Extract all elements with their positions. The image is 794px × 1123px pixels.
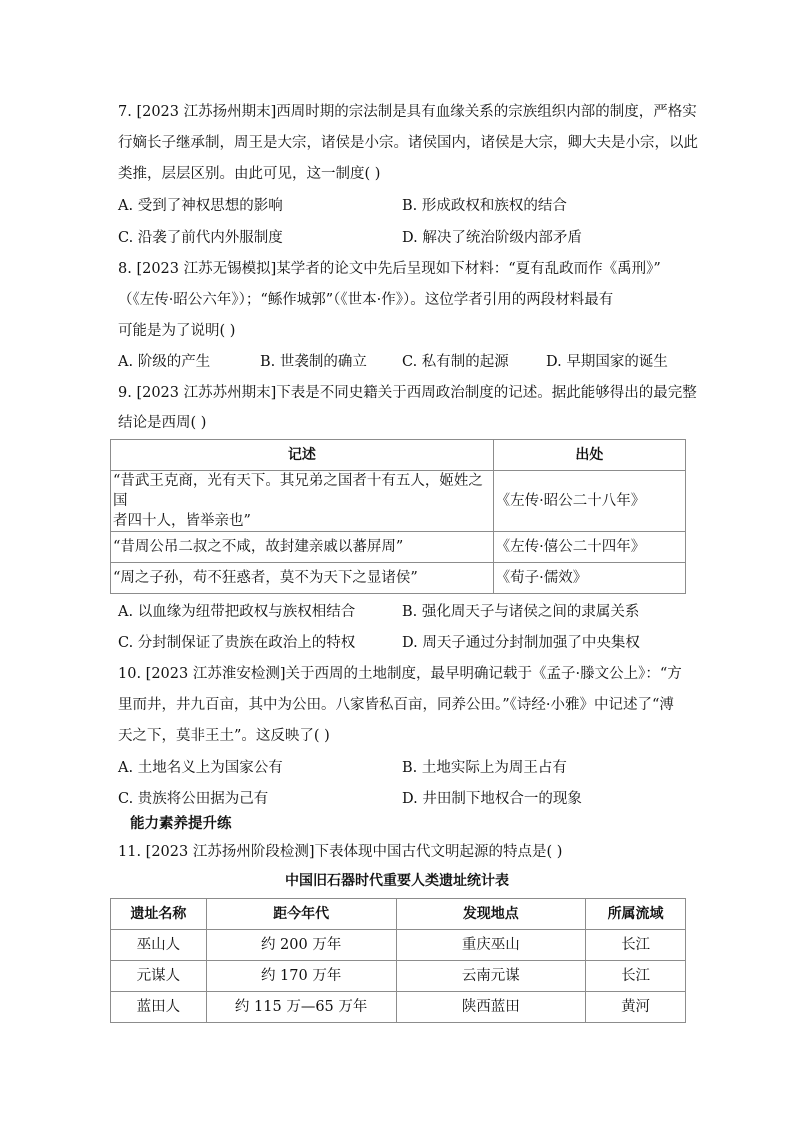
q8-option-a: A. 阶级的产生	[118, 354, 211, 370]
q9-row1-text-line1: “昔武王克商，光有天下。其兄弟之国者十有五人，姬姓之国	[113, 473, 483, 509]
q9-table-header-row	[111, 440, 686, 471]
q9-row1-text-line2: 者四十人，皆举亲也”	[113, 513, 251, 529]
q10-option-d: D. 井田制下地权合一的现象	[402, 791, 582, 807]
q11-header-basin: 所属流域	[586, 899, 686, 930]
table-row	[111, 930, 686, 961]
q11-table-title: 中国旧石器时代重要人类遗址统计表	[285, 873, 509, 889]
q11-table	[110, 898, 686, 1023]
q11-r2-basin: 长江	[586, 961, 686, 992]
q9-header-source: 出处	[493, 440, 685, 471]
q10-option-c: C. 贵族将公田据为己有	[118, 791, 269, 807]
q11-header-location: 发现地点	[396, 899, 586, 930]
q11-table-header-row	[111, 899, 686, 930]
q11-r2-location: 云南元谋	[396, 961, 586, 992]
q11-r1-site: 巫山人	[111, 930, 207, 961]
q11-header-age: 距今年代	[206, 899, 396, 930]
q7-option-d: D. 解决了统治阶级内部矛盾	[402, 230, 582, 246]
q11-line: 11. [2023 江苏扬州阶段检测]下表体现中国古代文明起源的特点是( )	[118, 844, 563, 860]
q11-r2-site: 元谋人	[111, 961, 207, 992]
q7-line-1: 7. [2023 江苏扬州期末]西周时期的宗法制是具有血缘关系的宗族组织内部的制度，严格实	[118, 104, 697, 120]
q7-option-b: B. 形成政权和族权的结合	[402, 198, 567, 214]
q8-line-1: 8. [2023 江苏无锡模拟]某学者的论文中先后呈现如下材料：“夏有乱政而作《禹刑》”	[118, 261, 661, 277]
q11-r1-basin: 长江	[586, 930, 686, 961]
q9-option-b: B. 强化周天子与诸侯之间的隶属关系	[402, 604, 640, 620]
q11-r3-site: 蓝田人	[111, 992, 207, 1023]
q11-header-site: 遗址名称	[111, 899, 207, 930]
q7-line-2: 行嫡长子继承制，周王是大宗，诸侯是小宗。诸侯国内，诸侯是大宗，卿大夫是小宗，以此	[118, 135, 698, 151]
q9-row2-source: 《左传·僖公二十四年》	[493, 532, 685, 563]
section-title: 能力素养提升练	[130, 815, 232, 832]
q8-option-b: B. 世袭制的确立	[260, 354, 367, 370]
table-row	[111, 471, 686, 532]
q9-option-c: C. 分封制保证了贵族在政治上的特权	[118, 635, 356, 651]
q10-line-1: 10. [2023 江苏淮安检测]关于西周的土地制度，最早明确记载于《孟子·滕文公上》：“方	[118, 666, 682, 682]
q9-option-d: D. 周天子通过分封制加强了中央集权	[402, 635, 640, 651]
q11-r1-location: 重庆巫山	[396, 930, 586, 961]
q7-option-c: C. 沿袭了前代内外服制度	[118, 230, 283, 246]
q9-table	[110, 439, 686, 594]
q11-r2-age: 约 170 万年	[206, 961, 396, 992]
q8-option-d: D. 早期国家的诞生	[546, 354, 668, 370]
q9-option-a: A. 以血缘为纽带把政权与族权相结合	[118, 604, 356, 620]
q9-header-record: 记述	[111, 440, 494, 471]
q10-line-2: 里而井，井九百亩，其中为公田。八家皆私百亩，同养公田。”《诗经·小雅》中记述了“溥	[118, 697, 674, 713]
q9-row3-source: 《荀子·儒效》	[493, 563, 685, 594]
q7-line-3: 类推，层层区别。由此可见，这一制度( )	[118, 166, 381, 182]
table-row	[111, 961, 686, 992]
q10-line-3: 天之下，莫非王土”。这反映了( )	[118, 728, 330, 744]
table-row	[111, 532, 686, 563]
q9-line-2: 结论是西周( )	[118, 415, 207, 431]
q8-line-2: （《左传·昭公六年》）；“鲧作城郭”（《世本·作》）。这位学者引用的两段材料最有	[118, 292, 614, 308]
q9-row3-text: “周之子孙，苟不狂惑者，莫不为天下之显诸侯”	[111, 563, 494, 594]
q8-option-c: C. 私有制的起源	[402, 354, 509, 370]
q7-option-a: A. 受到了神权思想的影响	[118, 198, 283, 214]
q11-r3-basin: 黄河	[586, 992, 686, 1023]
q9-row1-source: 《左传·昭公二十八年》	[493, 471, 685, 532]
q8-line-3: 可能是为了说明( )	[118, 323, 236, 339]
q9-line-1: 9. [2023 江苏苏州期末]下表是不同史籍关于西周政治制度的记述。据此能够得出的最完整	[118, 385, 697, 401]
q10-option-b: B. 土地实际上为周王占有	[402, 760, 567, 776]
table-row	[111, 992, 686, 1023]
q9-row2-text: “昔周公吊二叔之不咸，故封建亲戚以蕃屏周”	[111, 532, 494, 563]
q11-r3-location: 陕西蓝田	[396, 992, 586, 1023]
q11-r1-age: 约 200 万年	[206, 930, 396, 961]
table-row	[111, 563, 686, 594]
q11-r3-age: 约 115 万—65 万年	[206, 992, 396, 1023]
q10-option-a: A. 土地名义上为国家公有	[118, 760, 283, 776]
